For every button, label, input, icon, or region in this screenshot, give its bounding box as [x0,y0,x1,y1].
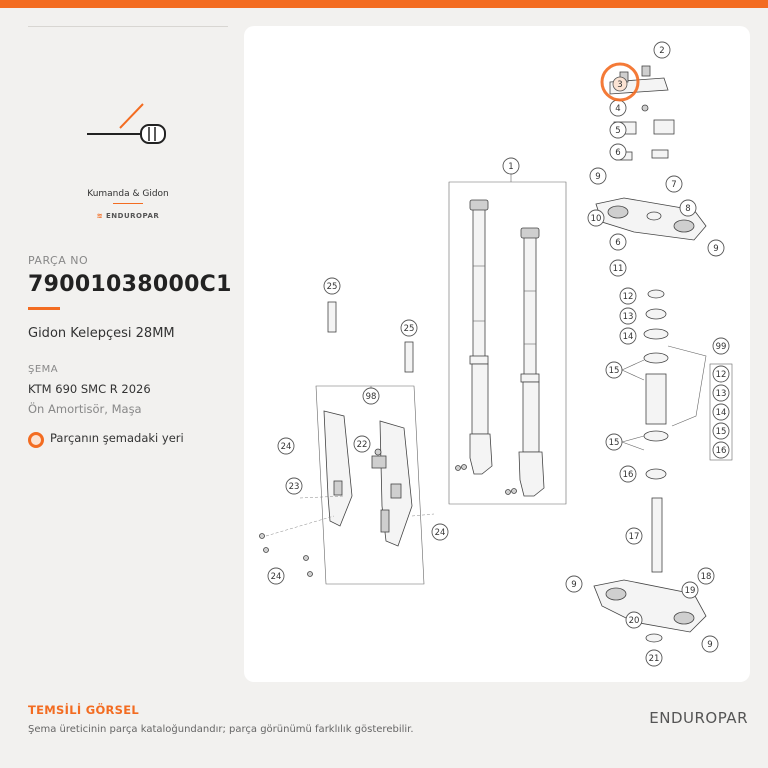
handlebar-control-icon [83,94,173,154]
callout-10[interactable] [588,210,604,226]
svg-text:3: 3 [617,80,623,90]
brand-mini-logo [28,212,228,220]
callout-13a[interactable] [620,308,636,324]
sidebar [0,8,245,688]
svg-text:18: 18 [700,572,712,582]
callout-98[interactable] [363,388,379,404]
svg-text:25: 25 [326,282,338,292]
svg-text:11: 11 [612,264,624,274]
svg-text:12: 12 [622,292,634,302]
callout-9d[interactable] [702,636,718,652]
vehicle-model: KTM 690 SMC R 2026 [28,382,151,396]
svg-text:8: 8 [685,204,691,214]
svg-text:10: 10 [590,214,602,224]
category-label: Kumanda & Gidon [87,189,169,199]
callout-4[interactable] [610,100,626,116]
callout-22[interactable] [354,436,370,452]
svg-text:13: 13 [715,389,727,399]
callout-19[interactable] [682,582,698,598]
svg-text:23: 23 [288,482,300,492]
category-underline [113,203,143,204]
svg-text:15: 15 [715,427,727,437]
svg-text:15: 15 [608,438,620,448]
callout-15b[interactable] [606,434,622,450]
callout-17[interactable] [626,528,642,544]
callout-14b[interactable] [713,404,729,420]
callout-9a[interactable] [590,168,606,184]
svg-text:16: 16 [715,446,727,456]
partno-label: PARÇA NO [28,254,89,267]
svg-text:9: 9 [707,640,713,650]
sidebar-divider [28,26,228,27]
callout-25b[interactable] [401,320,417,336]
callout-7[interactable] [666,176,682,192]
svg-text:14: 14 [715,408,727,418]
callout-25a[interactable] [324,278,340,294]
callout-24a[interactable] [278,438,294,454]
callout-21[interactable] [646,650,662,666]
callout-1[interactable] [503,158,519,174]
callout-99[interactable] [713,338,729,354]
svg-text:7: 7 [671,180,677,190]
part-name: Gidon Kelepçesi 28MM [28,326,175,341]
svg-text:12: 12 [715,370,727,380]
bolts-24 [260,534,313,577]
callout-9b[interactable] [708,240,724,256]
callout-8[interactable] [680,200,696,216]
schema-subcategory: Ön Amortisör, Maşa [28,402,142,416]
fork-leg-right [519,228,544,496]
svg-text:9: 9 [713,244,719,254]
svg-text:98: 98 [365,392,377,402]
brand-mini-text: ENDUROPAR [106,212,160,220]
legend-highlight-icon [28,432,44,448]
svg-text:21: 21 [648,654,660,664]
svg-text:14: 14 [622,332,634,342]
svg-text:24: 24 [434,528,446,538]
svg-text:9: 9 [571,580,577,590]
svg-text:4: 4 [615,104,621,114]
svg-text:16: 16 [622,470,634,480]
callout-24c[interactable] [268,568,284,584]
callout-6b[interactable] [610,234,626,250]
svg-text:15: 15 [608,366,620,376]
svg-text:9: 9 [595,172,601,182]
svg-text:6: 6 [615,238,621,248]
svg-text:25: 25 [403,324,415,334]
part-number: 79001038000C1 [28,272,232,297]
callout-12a[interactable] [620,288,636,304]
partno-underline [28,307,60,310]
footer-title: TEMSİLİ GÖRSEL [28,703,140,717]
callout-11[interactable] [610,260,626,276]
callout-14a[interactable] [620,328,636,344]
callout-24b[interactable] [432,524,448,540]
callout-6a[interactable] [610,144,626,160]
svg-text:22: 22 [356,440,368,450]
svg-text:20: 20 [628,616,640,626]
callout-13b[interactable] [713,385,729,401]
svg-text:17: 17 [628,532,640,542]
callout-20[interactable] [626,612,642,628]
callout-2[interactable] [654,42,670,58]
frame-outline [668,346,706,426]
group-1-frame [449,182,566,504]
steering-stem [652,498,662,572]
exploded-fork-diagram [244,26,750,682]
schema-label: ŞEMA [28,364,59,375]
decal-25-upper [328,302,336,332]
fork-guard-right [380,421,412,546]
callout-9c[interactable] [566,576,582,592]
svg-text:6: 6 [615,148,621,158]
top-accent-bar [0,0,768,8]
callout-15c[interactable] [713,423,729,439]
footer-brand: ENDUROPAR [649,709,748,727]
brand-mark-icon: ≋ [96,212,107,220]
callout-5[interactable] [610,122,626,138]
decal-25-lower [405,342,413,372]
svg-text:5: 5 [615,126,621,136]
svg-text:2: 2 [659,46,665,56]
callout-18[interactable] [698,568,714,584]
svg-text:24: 24 [280,442,292,452]
footer-note: Şema üreticinin parça kataloğundandır; parça görünümü farklılık gösterebilir. [28,724,414,735]
steering-bearings [644,290,668,479]
svg-text:13: 13 [622,312,634,322]
fork-leg-left [470,200,492,474]
svg-text:99: 99 [715,342,727,352]
fork-guard-left [324,411,352,526]
callout-16b[interactable] [713,442,729,458]
svg-text:24: 24 [270,572,282,582]
callout-12b[interactable] [713,366,729,382]
callout-16a[interactable] [620,466,636,482]
callout-15a[interactable] [606,362,622,378]
svg-text:1: 1 [508,162,514,172]
callout-23[interactable] [286,478,302,494]
legend-text: Parçanın şemadaki yeri [50,431,184,445]
svg-text:19: 19 [684,586,696,596]
diagram-panel [244,26,750,682]
category-logo [28,94,228,229]
